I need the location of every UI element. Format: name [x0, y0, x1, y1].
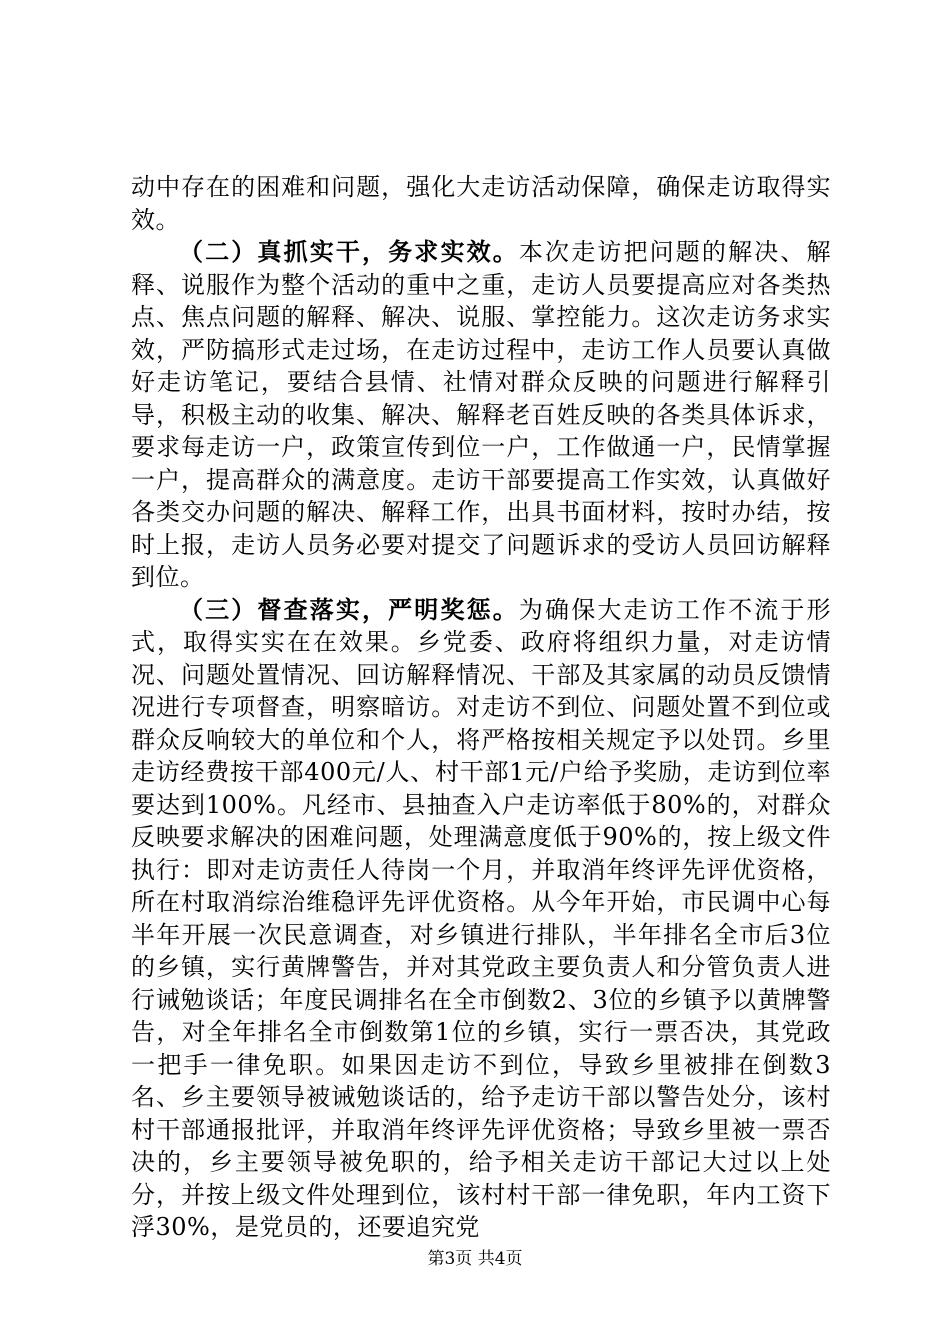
- paragraph-2-text: 本次走访把问题的解决、解释、说服作为整个活动的重中之重，走访人员要提高应对各类热点、焦点问题的解释、解决、说服、掌控能力。这次走访务求实效，严防搞形式走过场，在走访过程中，走访工作人员要认真做好走访笔记，要结合县情、社情对群众反映的问题进行解释引导，积极主动的收集、解决、解释老百姓反映的各类具体诉求，要求每走访一户，政策宣传到位一户，工作做通一户，民情掌握一户，提高群众的满意度。走访干部要提高工作实效，认真做好各类交办问题的解决、解释工作，出具书面材料，按时办结，按时上报，走访人员务必要对提交了问题诉求的受访人员回访解释到位。: [131, 238, 832, 591]
- paragraph-1-text: 动中存在的困难和问题，强化大走访活动保障，确保走访取得实效。: [131, 173, 831, 234]
- paragraph-3: [131, 594, 831, 1244]
- section-heading-2: （二）真抓实干，务求实效。: [179, 238, 519, 266]
- section-heading-3: （三）督查落实，严明奖惩。: [179, 595, 519, 624]
- paragraph-3-text: 为确保大走访工作不流于形式，取得实实在在效果。乡党委、政府将组织力量，对走访情况、问题处置情况、回访解释情况、干部及其家属的动员反馈情况进行专项督查，明察暗访。对走访不到位、问题处置不到位或群众反响较大的单位和个人，将严格按相关规定予以处罚。乡里走访经费按干部400元/人、村干部1元/户给予奖励，走访到位率要达到100%。凡经市、县抽查入户走访率低于80%的，对群众反映要求解决的困难问题，处理满意度低于90%的，按上级文件执行：即对走访责任人待岗一个月，并取消年终评先评优资格，所在村取消综治维稳评先评优资格。从今年开始，市民调中心每半年开展一次民意调查，对乡镇进行排队，半年排名全市后3位的乡镇，实行黄牌警告，并对其党政主要负责人和分管负责人进行诫勉谈话；年度民调排名在全市倒数2、3位的乡镇予以黄牌警告，对全年排名全市倒数第1位的乡镇，实行一票否决，其党政一把手一律免职。如果因走访不到位，导致乡里被排在倒数3名、乡主要领导被诫勉谈话的，给予走访干部以警告处分，该村村干部通报批评，并取消年终评先评优资格；导致乡里被一票否决的，乡主要领导被免职的，给予相关走访干部记大过以上处分，并按上级文件处理到位，该村村干部一律免职，年内工资下浮30%，是党员的，还要追究党: [131, 595, 832, 1241]
- paragraph-2: [131, 236, 831, 594]
- document-body: [131, 171, 831, 1244]
- paragraph-1: [131, 171, 831, 236]
- page-footer: 第3页 共4页: [427, 1249, 523, 1269]
